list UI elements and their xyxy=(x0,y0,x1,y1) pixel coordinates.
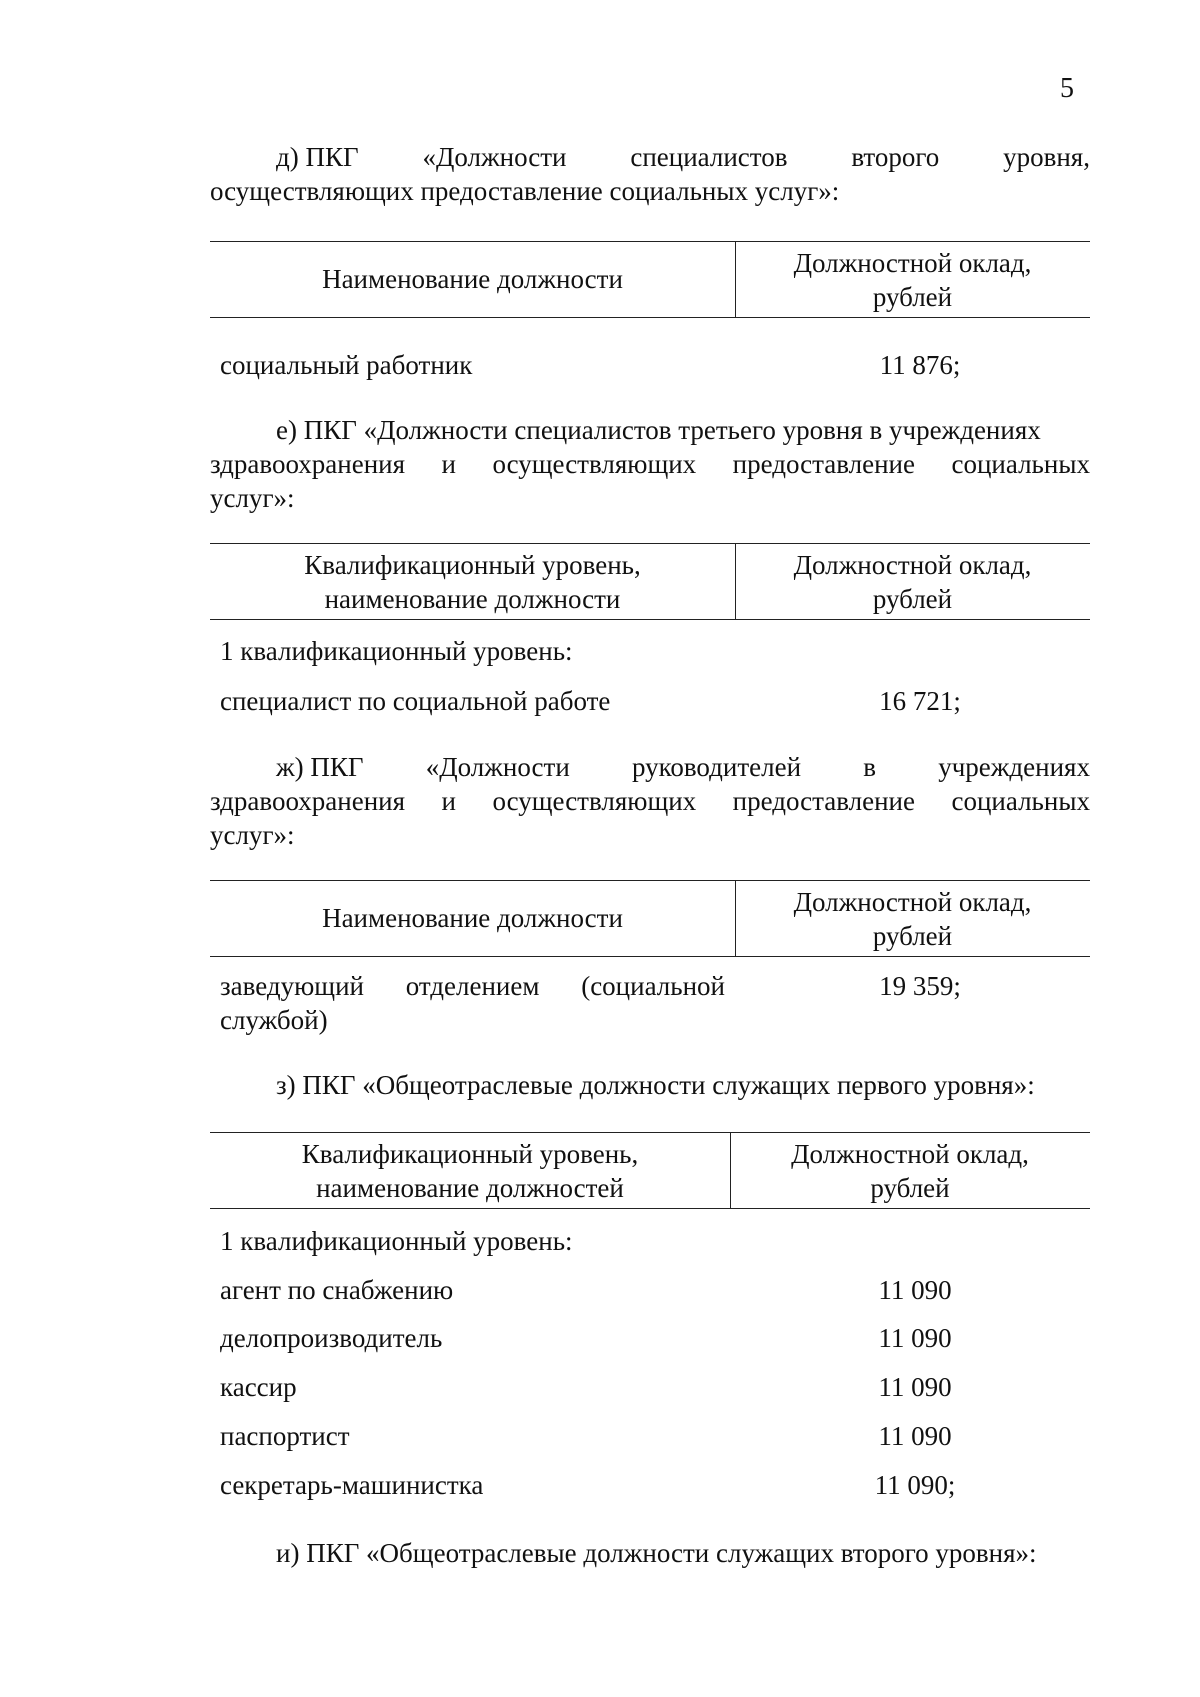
salary-value: 11 090 xyxy=(878,1372,952,1402)
salary-value: 16 721; xyxy=(879,686,961,716)
salary-value: 11 090 xyxy=(878,1323,952,1353)
column-header-name: Наименование должности xyxy=(322,264,623,294)
heading-word: учреждениях xyxy=(938,752,1090,782)
position-name: секретарь-машинистка xyxy=(220,1470,484,1500)
column-header-salary xyxy=(730,1137,1090,1205)
table-top-rule xyxy=(210,543,1090,544)
name-word: (социальной xyxy=(581,971,725,1001)
salary-value: 11 090 xyxy=(878,1275,952,1305)
header-line: рублей xyxy=(872,921,953,951)
header-line: рублей xyxy=(872,282,953,312)
table-top-rule xyxy=(210,1132,1090,1133)
table-header-rule xyxy=(210,956,1090,957)
name-line: службой) xyxy=(220,1005,328,1035)
header-line: рублей xyxy=(870,1173,950,1203)
section-d-heading xyxy=(210,140,1090,208)
salary-value: 11 090 xyxy=(878,1421,952,1451)
column-header-salary xyxy=(735,885,1090,953)
position-name xyxy=(220,969,725,1037)
heading-line: услуг»: xyxy=(210,820,295,850)
heading-word: «Должности xyxy=(422,142,567,172)
header-line: рублей xyxy=(872,584,953,614)
header-line: Должностной оклад, xyxy=(791,1139,1029,1169)
header-line: Должностной оклад, xyxy=(793,887,1032,917)
header-line: Квалификационный уровень, xyxy=(304,550,641,580)
position-name: социальный работник xyxy=(220,350,473,380)
section-i-heading xyxy=(210,1536,1090,1570)
heading-word: социальных xyxy=(951,786,1090,816)
heading-word: здравоохранения xyxy=(210,786,406,816)
table-header-rule xyxy=(210,317,1090,318)
table-top-rule xyxy=(210,880,1090,881)
column-header-salary xyxy=(735,246,1090,314)
heading-word: д) ПКГ xyxy=(276,142,359,172)
position-name: специалист по социальной работе xyxy=(220,686,611,716)
salary-value: 11 876; xyxy=(879,350,961,380)
column-header-name xyxy=(210,1137,730,1205)
heading-line: з) ПКГ «Общеотраслевые должности служащих первого уровня»: xyxy=(276,1070,1035,1100)
heading-word: ж) ПКГ xyxy=(276,752,364,782)
position-name: агент по снабжению xyxy=(220,1275,454,1305)
table-header-rule xyxy=(210,1208,1090,1209)
heading-word: «Должности xyxy=(425,752,570,782)
heading-word: уровня, xyxy=(1003,142,1090,172)
heading-word: осуществляющих xyxy=(492,786,697,816)
salary-value: 19 359; xyxy=(879,971,961,1001)
qualification-level: 1 квалификационный уровень: xyxy=(220,636,573,666)
heading-word: второго xyxy=(851,142,940,172)
name-word: заведующий xyxy=(220,971,364,1001)
table-header-rule xyxy=(210,619,1090,620)
header-line: Должностной оклад, xyxy=(793,550,1032,580)
heading-line xyxy=(210,784,1090,818)
heading-word: осуществляющих xyxy=(492,449,697,479)
name-word: отделением xyxy=(405,971,540,1001)
section-e-heading xyxy=(210,413,1090,515)
header-line: Квалификационный уровень, xyxy=(301,1139,639,1169)
section-z-heading xyxy=(210,1068,1090,1102)
heading-line xyxy=(210,447,1090,481)
position-name: кассир xyxy=(220,1372,297,1402)
section-zh-heading xyxy=(210,750,1090,852)
heading-line xyxy=(210,750,1090,784)
heading-word: предоставление xyxy=(732,786,915,816)
heading-word: в xyxy=(863,752,876,782)
position-name: делопроизводитель xyxy=(220,1323,443,1353)
heading-word: здравоохранения xyxy=(210,449,406,479)
header-line: наименование должностей xyxy=(316,1173,624,1203)
position-name: паспортист xyxy=(220,1421,350,1451)
name-line xyxy=(220,969,725,1003)
table-top-rule xyxy=(210,241,1090,242)
heading-line: услуг»: xyxy=(210,483,295,513)
page-number: 5 xyxy=(1060,73,1074,104)
heading-line: е) ПКГ «Должности специалистов третьего уровня в учреждениях xyxy=(276,415,1041,445)
heading-line: осуществляющих предоставление социальных услуг»: xyxy=(210,176,840,206)
column-header-salary xyxy=(735,548,1090,616)
heading-word: и xyxy=(441,449,456,479)
heading-line xyxy=(210,140,1090,174)
heading-word: предоставление xyxy=(732,449,915,479)
column-header-name xyxy=(210,548,735,616)
qualification-level: 1 квалификационный уровень: xyxy=(220,1226,573,1256)
header-line: Должностной оклад, xyxy=(793,248,1032,278)
heading-word: социальных xyxy=(951,449,1090,479)
column-header-name: Наименование должности xyxy=(322,903,623,933)
heading-word: специалистов xyxy=(630,142,788,172)
salary-value: 11 090; xyxy=(874,1470,956,1500)
heading-word: руководителей xyxy=(631,752,802,782)
header-line: наименование должности xyxy=(324,584,621,614)
heading-word: и xyxy=(441,786,456,816)
heading-line: и) ПКГ «Общеотраслевые должности служащих второго уровня»: xyxy=(276,1538,1037,1568)
